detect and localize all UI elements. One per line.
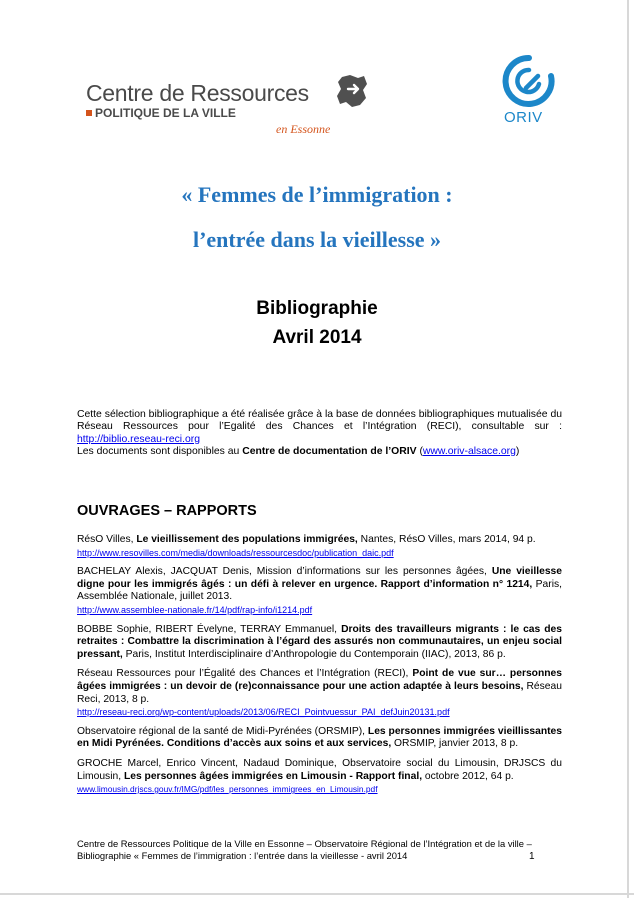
subtitle-line2: Avril 2014 [272,327,362,348]
entry-title: Droits des travailleurs migrants : le cas des retraites : Combattre la discrimination à l’égard des assurés non communautaires, un enjeu social pressant, [77,623,562,660]
page-title-line1: « Femmes de l’immigration : [181,182,453,207]
footer-line2: Bibliographie « Femmes de l’immigration : l’entrée dans la vieillesse - avril 2014 [77,850,408,861]
entry-authors: Observatoire régional de la santé de Midi-Pyrénées (ORSMIP), [77,725,368,737]
page-edge-bottom [0,893,634,895]
list-item [77,624,562,662]
orange-square-icon [86,110,92,116]
list-item [77,534,562,559]
page-number: 1 [529,851,535,862]
oriv-logo-label: ORIV [504,109,543,126]
footer-line1: Centre de Ressources Politique de la Ville en Essonne – Observatoire Régional de l’Intégration et de la ville – [77,838,532,849]
entry-title: Les personnes immigrées vieillissantes en Midi Pyrénées. Conditions d’accès aux soins et aux services, [77,725,562,750]
entry-publication: Réseau Reci, 2013, 8 p. [77,680,562,705]
crpv-logo-line3: en Essonne [276,122,331,136]
entry-url[interactable]: www.limousin.drjscs.gouv.fr/IMG/pdf/les_personnes_immigrees_en_Limousin.pdf [77,784,378,795]
documentation-centre-name: Centre de documentation de l’ORIV [242,445,417,457]
crpv-logo-line2 [86,106,236,120]
entry-publication: Nantes, RésO Villes, mars 2014, 94 p. [357,534,536,545]
essonne-map-icon [336,74,368,108]
biblio-link[interactable]: http://biblio.reseau-reci.org [77,433,201,445]
page-title-line2: l’entrée dans la vieillesse » [192,227,442,252]
intro-close-paren: ) [515,445,520,457]
intro-block [77,409,562,458]
subtitle-line1: Bibliographie [256,298,378,319]
oriv-website-link[interactable]: www.oriv-alsace.org [422,445,516,457]
page-footer [77,838,562,862]
entry-url[interactable]: http://www.assemblee-nationale.fr/14/pdf/rap-info/i1214.pdf [77,604,313,615]
list-item [77,758,562,796]
entry-authors: RésO Villes, [77,534,137,545]
entry-authors: BACHELAY Alexis, JACQUAT Denis, Mission d’informations sur les personnes âgées, [77,566,492,578]
crpv-logo-line1: Centre de Ressources [86,80,309,106]
entry-publication: octobre 2012, 64 p. [422,770,514,782]
oriv-logo [500,54,558,134]
entry-title: Point de vue sur… personnes âgées immigrées : un devoir de (re)connaissance pour une action adaptée à leurs besoins, [77,668,563,692]
intro-paragraph-2: Les documents sont disponibles au Centre de documentation de l’ORIV (www.oriv-alsace.org) [77,445,520,457]
entry-authors: Réseau Ressources pour l’Égalité des Chances et l’Intégration (RECI), [77,668,413,680]
oriv-spiral-icon [500,54,558,110]
entry-publication: Paris, Assemblée Nationale, juillet 2013. [77,578,562,603]
entry-url[interactable]: http://www.resovilles.com/media/downloads/ressourcesdoc/publication_daic.pdf [77,547,394,558]
list-item [77,566,562,616]
crpv-logo [86,80,376,136]
entry-title: Les personnes âgées immigrées en Limousin - Rapport final, [123,770,423,782]
entry-title: Le vieillissement des populations immigrées, [136,534,358,545]
list-item [77,668,562,718]
entry-url[interactable]: http://reseau-reci.org/wp-content/uploads/2013/06/RECI_Pointvuessur_PAI_defJuin20131.pdf [77,707,450,718]
intro-text-1: Cette sélection bibliographique a été réalisée grâce à la base de données bibliographiques mutualisée du Réseau Ressources pour l’Egalité des Chances et l’Intégration (RECI), consultable sur : [77,409,562,433]
entry-authors: GROCHE Marcel, Enrico Vincent, Nadaud Dominique, Observatoire social du Limousin, DRJSCS du Limousin, [77,757,562,782]
entry-title: Une vieillesse digne pour les immigrés âgés : un défi à relever en urgence. Rapport d’information n° 1214, [77,566,562,590]
intro-text-2: Les documents sont disponibles au [77,445,243,457]
intro-paragraph-1 [77,409,562,446]
entry-publication: ORSMIP, janvier 2013, 8 p. [391,738,519,750]
crpv-logo-line2-text: POLITIQUE DE LA VILLE [95,106,236,120]
bibliography-list [77,534,562,803]
page-edge-right [627,0,629,898]
section-title: OUVRAGES – RAPPORTS [77,503,257,519]
list-item [77,726,562,751]
entry-authors: BOBBE Sophie, RIBERT Évelyne, TERRAY Emmanuel, [77,623,342,635]
entry-publication: Paris, Institut Interdisciplinaire d’Anthropologie du Contemporain (IIAC), 2013, 86 p. [122,648,506,660]
